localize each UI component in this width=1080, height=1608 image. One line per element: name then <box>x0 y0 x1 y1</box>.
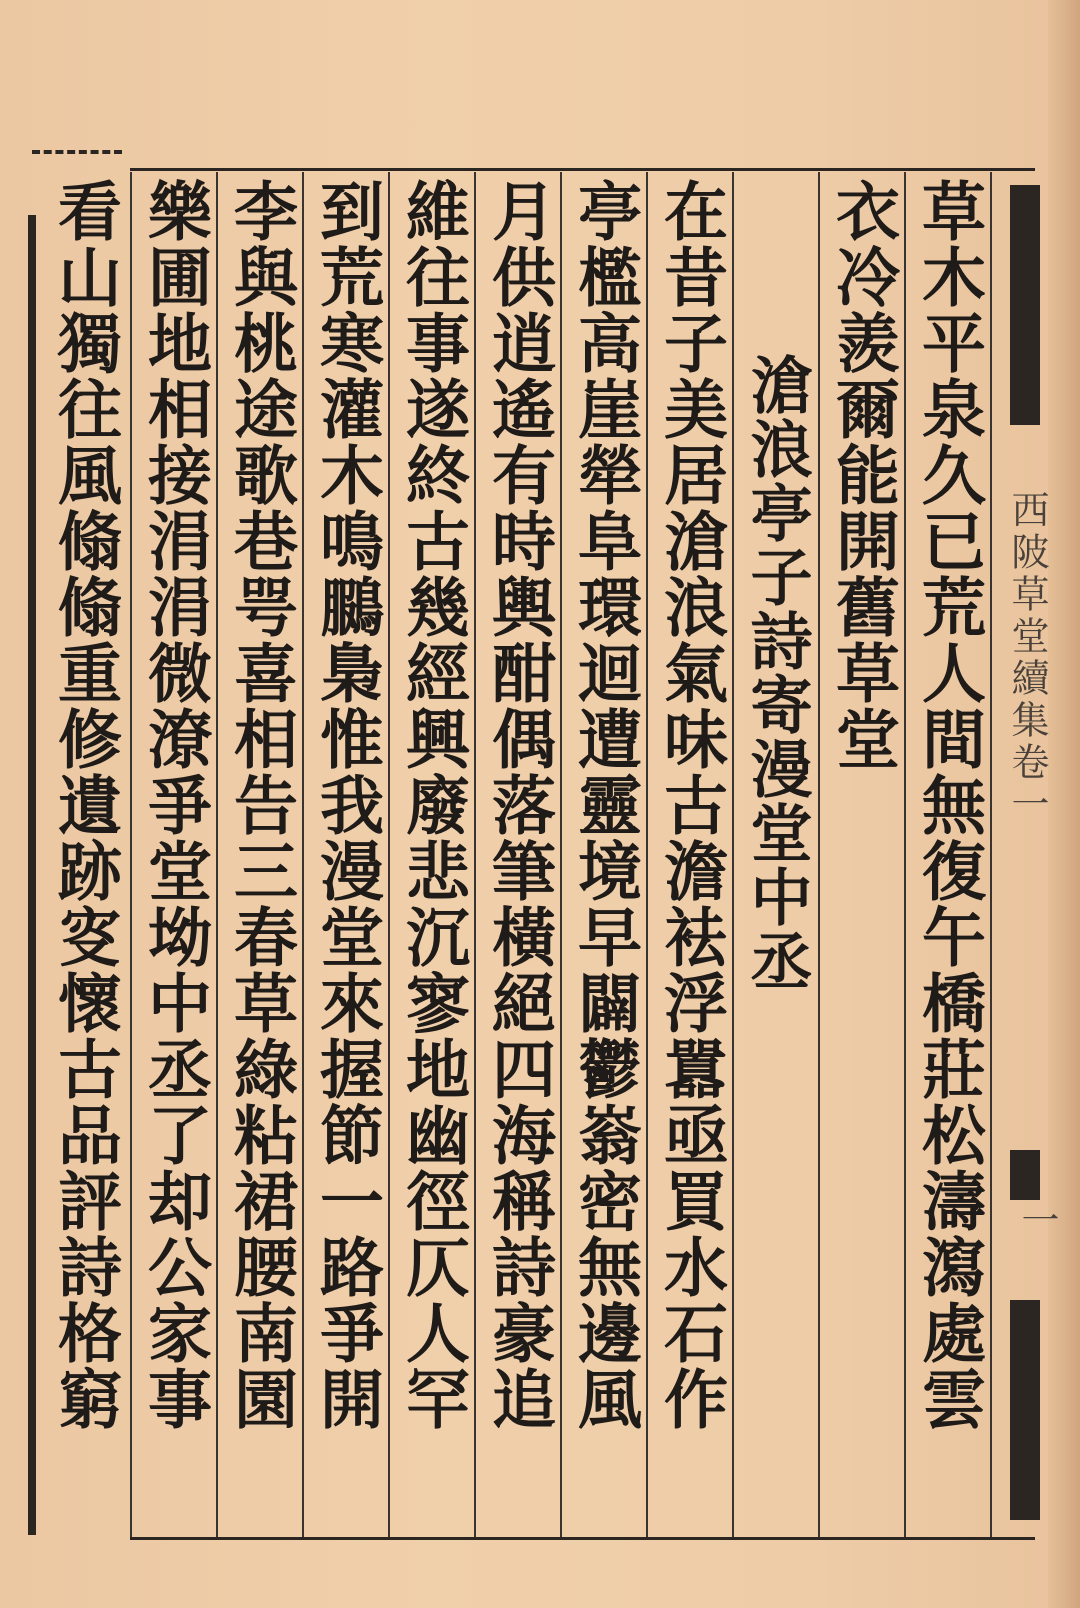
text-column-6: 月供逍遙有時輿酣偶落筆橫絕四海稱詩豪追 <box>481 178 556 1432</box>
column-rule <box>302 172 304 1537</box>
column-rule <box>732 172 734 1537</box>
column-rule <box>818 172 820 1537</box>
column-rule <box>990 172 992 1537</box>
text-column-11: 看山獨往風翛翛重修遺跡叜懷古品評詩格窮 <box>47 178 122 1432</box>
text-column-5: 亭檻高崖犖阜環迴遭靈境早闢鬱嵡密無邊風 <box>567 178 642 1432</box>
text-column-9: 李與桃途歌巷咢喜相告三春草綠粘裙腰南園 <box>223 178 298 1432</box>
column-rule <box>646 172 648 1537</box>
column-rule <box>216 172 218 1537</box>
column-rule <box>474 172 476 1537</box>
text-column-2: 衣冷羨爾能開舊草堂 <box>825 178 900 772</box>
text-column-10: 樂圃地相接涓涓微潦爭堂坳中丞了却公家事 <box>137 178 212 1432</box>
fishtail-block-mid <box>1010 1150 1040 1200</box>
fishtail-block-bottom <box>1010 1300 1040 1520</box>
top-ornament <box>32 150 122 159</box>
column-rule <box>904 172 906 1537</box>
left-heavy-border <box>28 215 36 1535</box>
column-rule <box>560 172 562 1537</box>
text-column-4: 在昔子美居滄浪氣味古澹袪浮囂亟買水石作 <box>653 178 728 1432</box>
text-column-1: 草木平泉久已荒人間無復午橋莊松濤瀉處雲 <box>911 178 986 1432</box>
fishtail-block-top <box>1010 185 1040 425</box>
column-rule <box>130 172 132 1537</box>
folio-number: 一 <box>1015 1200 1059 1238</box>
text-column-8: 到荒寒灌木鳴鵩梟惟我漫堂來握節一路爭開 <box>309 178 384 1432</box>
margin-title: 西陂草堂續集卷一 <box>1005 490 1049 826</box>
poem-title-column: 滄浪亭子詩寄漫堂中丞 <box>740 353 813 993</box>
text-column-7: 維往事遂終古幾經興廢悲沉寥地幽徑仄人罕 <box>395 178 470 1432</box>
column-rule <box>388 172 390 1537</box>
